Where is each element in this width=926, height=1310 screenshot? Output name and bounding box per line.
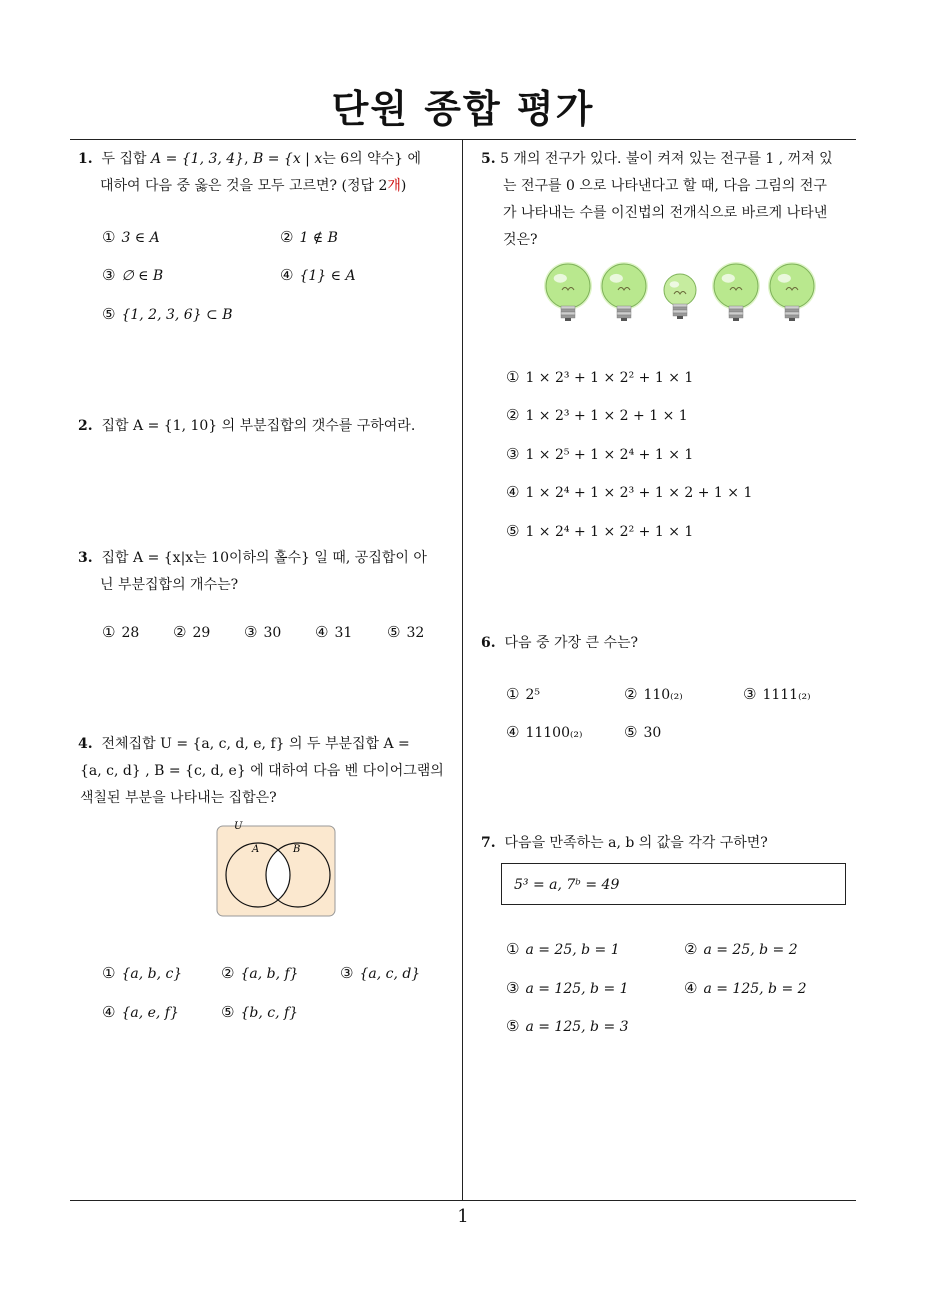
question-number: 1. (78, 151, 93, 167)
q6-option-4[interactable] (506, 722, 582, 743)
column-divider (462, 140, 463, 1201)
option-text: 2⁵ (525, 687, 540, 703)
option-mark: ④ (315, 623, 329, 641)
option-text: {b, c, f} (240, 1005, 299, 1021)
q1-answer-count-unit: 개 (387, 178, 401, 194)
q4-option-4[interactable] (102, 1002, 179, 1023)
option-text: 1 × 2⁴ + 1 × 2³ + 1 × 2 + 1 × 1 (525, 485, 753, 501)
q3-option-3[interactable] (244, 622, 281, 643)
universe-label: U (234, 821, 243, 832)
q4-text-a: 전체집합 U = {a, c, d, e, f} 의 두 부분집합 A = (101, 736, 410, 752)
q6-option-3[interactable] (743, 684, 811, 705)
bulb-on-icon (768, 262, 816, 321)
q1-text-a: 두 집합 (101, 151, 152, 167)
q3-option-5[interactable] (387, 622, 424, 643)
venn-diagram (210, 820, 340, 920)
q3-option-1[interactable] (102, 622, 139, 643)
option-text: a = 125, b = 3 (525, 1019, 629, 1035)
option-mark: ⑤ (506, 1017, 520, 1035)
q7-option-1[interactable] (506, 939, 620, 960)
question-3 (78, 545, 458, 599)
option-text: 30 (643, 725, 662, 741)
q3-option-2[interactable] (173, 622, 210, 643)
option-text: 29 (192, 625, 211, 641)
q4-text-c: 색칠된 부분을 나타내는 집합은? (80, 790, 277, 806)
q7-text: 다음을 만족하는 a, b 의 값을 각각 구하면? (504, 835, 768, 851)
question-number: 6. (481, 635, 496, 651)
q3-text-b: 닌 부분집합의 개수는? (100, 577, 239, 593)
condition-box: 5³ = a, 7ᵇ = 49 (501, 863, 846, 905)
option-text: 1 × 2³ + 1 × 2 + 1 × 1 (525, 408, 688, 424)
option-text: a = 25, b = 2 (703, 942, 798, 958)
option-mark: ③ (506, 445, 520, 463)
option-text: {1} ∈ A (299, 268, 356, 284)
q3-text-a: 집합 A = {x|x는 10이하의 홀수} 일 때, 공집합이 아 (101, 550, 427, 566)
option-text: a = 125, b = 2 (703, 981, 807, 997)
q5-text-b: 는 전구를 0 으로 나타낸다고 할 때, 다음 그림의 전구 (503, 178, 827, 194)
option-mark: ② (624, 685, 638, 703)
q5-option-3[interactable] (506, 444, 693, 465)
question-2 (78, 413, 458, 440)
bulb-off-icon (664, 274, 696, 319)
option-mark: ① (506, 685, 520, 703)
option-text: 1 × 2³ + 1 × 2² + 1 × 1 (525, 370, 694, 386)
page-title: 단원 종합 평가 (331, 87, 595, 131)
option-text: {a, b, c} (121, 966, 183, 982)
q7-option-4[interactable] (684, 978, 807, 999)
option-text: {a, c, d} (359, 966, 421, 982)
option-mark: ② (684, 940, 698, 958)
q1-set-b: B = {x | x (253, 151, 323, 167)
q1-option-5[interactable] (102, 304, 233, 325)
option-text: 110₍₂₎ (643, 687, 683, 703)
top-rule (70, 139, 856, 140)
q4-option-1[interactable] (102, 963, 182, 984)
option-text: 1 ∉ B (299, 230, 338, 246)
option-text: 30 (263, 625, 282, 641)
option-text: {a, b, f} (240, 966, 299, 982)
option-text: 1 × 2⁴ + 1 × 2² + 1 × 1 (525, 524, 694, 540)
option-mark: ④ (506, 483, 520, 501)
q5-option-2[interactable] (506, 405, 688, 426)
question-number: 3. (78, 550, 93, 566)
q1-text-b: 는 6의 약수} 에 (322, 151, 422, 167)
q7-option-3[interactable] (506, 978, 629, 999)
option-mark: ② (221, 964, 235, 982)
q5-option-4[interactable] (506, 482, 752, 503)
option-mark: ③ (102, 266, 116, 284)
option-text: 31 (334, 625, 353, 641)
question-number: 7. (481, 835, 496, 851)
set-b-label: B (293, 844, 301, 855)
q1-paren: ) (400, 178, 407, 194)
option-mark: ② (280, 228, 294, 246)
option-text: {1, 2, 3, 6} ⊂ B (121, 307, 233, 323)
q5-text-c: 가 나타내는 수를 이진법의 전개식으로 바르게 나타낸 (503, 205, 828, 221)
option-text: 1 × 2⁵ + 1 × 2⁴ + 1 × 1 (525, 447, 694, 463)
option-mark: ① (102, 623, 116, 641)
q1-option-3[interactable] (102, 265, 163, 286)
page-number: 1 (457, 1206, 469, 1227)
q3-option-4[interactable] (315, 622, 352, 643)
q1-option-4[interactable] (280, 265, 356, 286)
q6-option-1[interactable] (506, 684, 540, 705)
q4-text-b: {a, c, d} , B = {c, d, e} 에 대하여 다음 벤 다이어그램의 (80, 763, 444, 779)
bulb-on-icon (600, 262, 648, 321)
option-mark: ① (506, 940, 520, 958)
option-mark: ⑤ (102, 305, 116, 323)
q1-comma: , (244, 151, 253, 167)
question-1 (78, 146, 458, 200)
question-4 (78, 731, 458, 812)
question-6 (481, 630, 861, 657)
option-mark: ② (173, 623, 187, 641)
option-mark: ① (506, 368, 520, 386)
q5-option-1[interactable] (506, 367, 693, 388)
q4-option-2[interactable] (221, 963, 299, 984)
q1-option-2[interactable] (280, 227, 338, 248)
option-mark: ③ (244, 623, 258, 641)
option-mark: ⑤ (506, 522, 520, 540)
light-bulbs (540, 262, 820, 326)
option-mark: ⑤ (624, 723, 638, 741)
q1-option-1[interactable] (102, 227, 160, 248)
bulb-on-icon (544, 262, 592, 321)
option-text: 28 (121, 625, 140, 641)
q5-text-a: 5 개의 전구가 있다. 불이 켜져 있는 전구를 1 , 꺼져 있 (500, 151, 833, 167)
option-mark: ③ (340, 964, 354, 982)
bulb-on-icon (712, 262, 760, 321)
q5-text-d: 것은? (503, 232, 538, 248)
option-mark: ④ (506, 723, 520, 741)
option-text: {a, e, f} (121, 1005, 179, 1021)
option-text: 1111₍₂₎ (762, 687, 811, 703)
q6-text: 다음 중 가장 큰 수는? (504, 635, 639, 651)
option-mark: ① (102, 228, 116, 246)
question-number: 2. (78, 418, 93, 434)
question-5 (481, 146, 861, 254)
option-mark: ④ (280, 266, 294, 284)
q6-option-2[interactable] (624, 684, 683, 705)
q6-option-5[interactable] (624, 722, 661, 743)
option-text: 11100₍₂₎ (525, 725, 583, 741)
question-7 (481, 830, 861, 857)
q4-option-3[interactable] (340, 963, 420, 984)
option-mark: ③ (743, 685, 757, 703)
option-text: a = 25, b = 1 (525, 942, 620, 958)
q1-text-c: 대하여 다음 중 옳은 것을 모두 고르면? (정답 2 (100, 178, 388, 194)
bottom-rule (70, 1200, 856, 1201)
option-text: a = 125, b = 1 (525, 981, 629, 997)
option-text: 3 ∈ A (121, 230, 160, 246)
q7-option-5[interactable] (506, 1016, 629, 1037)
option-mark: ① (102, 964, 116, 982)
option-mark: ⑤ (387, 623, 401, 641)
option-mark: ② (506, 406, 520, 424)
option-text: ∅ ∈ B (121, 268, 164, 284)
question-number: 4. (78, 736, 93, 752)
option-mark: ④ (684, 979, 698, 997)
set-a-label: A (252, 844, 260, 855)
option-mark: ⑤ (221, 1003, 235, 1021)
q2-text: 집합 A = {1, 10} 의 부분집합의 갯수를 구하여라. (101, 418, 416, 434)
question-number: 5. (481, 151, 496, 167)
q7-option-2[interactable] (684, 939, 798, 960)
option-mark: ④ (102, 1003, 116, 1021)
option-text: 32 (406, 625, 425, 641)
q5-option-5[interactable] (506, 521, 693, 542)
q1-set-a: A = {1, 3, 4} (151, 151, 245, 167)
q4-option-5[interactable] (221, 1002, 298, 1023)
option-mark: ③ (506, 979, 520, 997)
